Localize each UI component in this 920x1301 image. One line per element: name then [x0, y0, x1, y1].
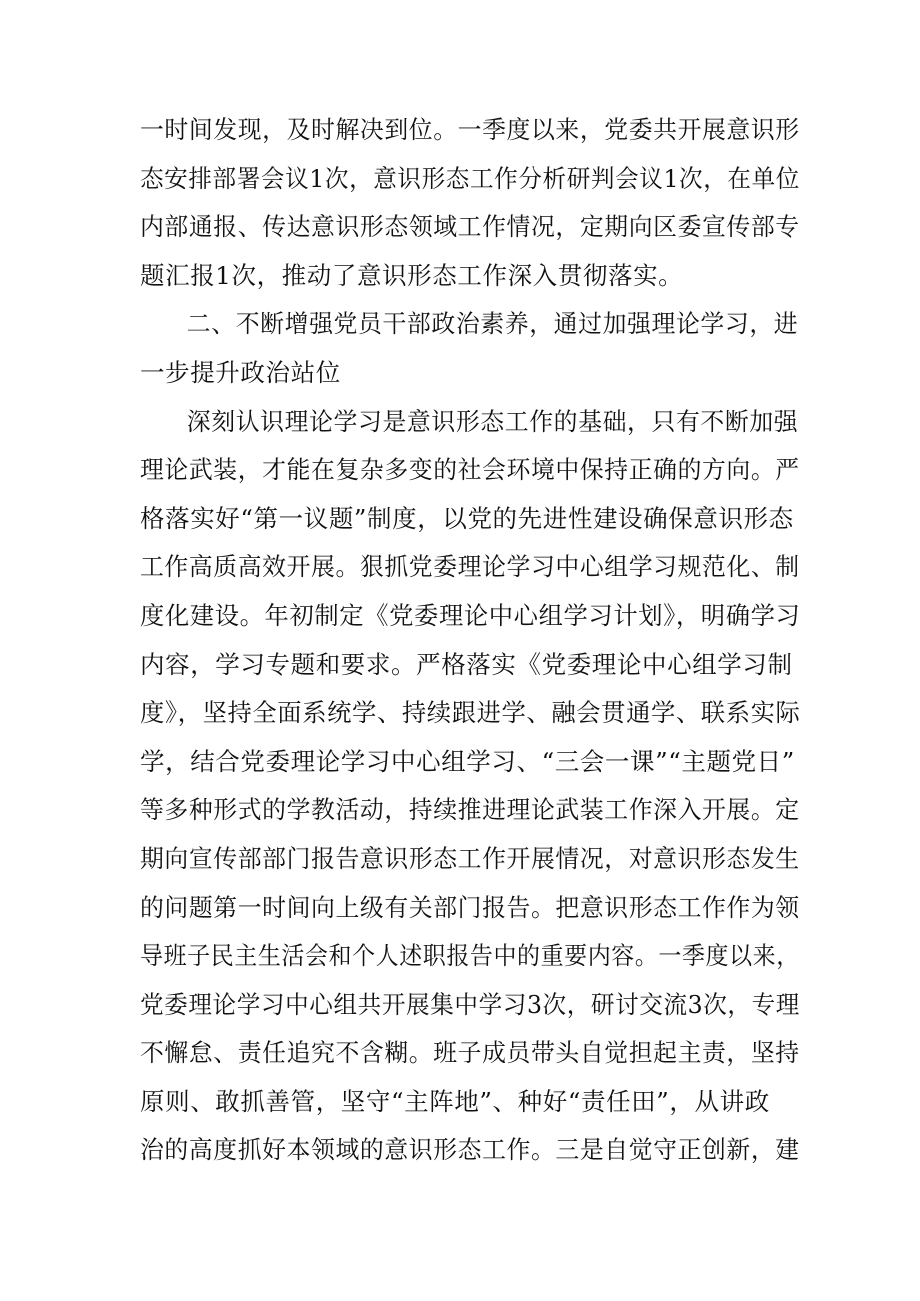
text-line: 度化建设。年初制定《党委理论中心组学习计划》，明确学习 [140, 600, 801, 630]
text-line: 内部通报、传达意识形态领域工作情况，定期向区委宣传部专 [140, 212, 800, 242]
text-line: 度》，坚持全面系统学、持续跟进学、融会贯通学、联系实际 [140, 698, 801, 728]
text-line: 态安排部署会议1次，意识形态工作分析研判会议1次，在单位 [140, 163, 800, 193]
text-line: 治的高度抓好本领域的意识形态工作。三是自觉守正创新，建 [140, 1135, 800, 1165]
section-heading-line: 一步提升政治站位 [140, 357, 341, 387]
text-line: 深刻认识理论学习是意识形态工作的基础，只有不断加强 [186, 406, 799, 436]
text-line: 原则、敢抓善管，坚守“主阵地”、种好“责任田”，从讲政 [140, 1086, 770, 1116]
text-line: 导班子民主生活会和个人述职报告中的重要内容。一季度以来， [140, 941, 800, 971]
text-line: 工作高质高效开展。狠抓党委理论学习中心组学习规范化、制 [140, 552, 800, 582]
text-line: 不懈怠、责任追究不含糊。班子成员带头自觉担起主责，坚持 [140, 1038, 800, 1068]
text-line: 期向宣传部部门报告意识形态工作开展情况，对意识形态发生 [140, 843, 800, 873]
text-line: 题汇报1次，推动了意识形态工作深入贯彻落实。 [140, 260, 684, 290]
text-line: 内容，学习专题和要求。严格落实《党委理论中心组学习制 [140, 649, 793, 679]
text-line: 理论武装，才能在复杂多变的社会环境中保持正确的方向。严 [140, 455, 800, 485]
text-line: 党委理论学习中心组共开展集中学习3次，研讨交流3次，专理 [140, 989, 800, 1019]
section-heading-line: 二、不断增强党员干部政治素养，通过加强理论学习，进 [186, 309, 799, 339]
text-line: 一时间发现，及时解决到位。一季度以来，党委共开展意识形 [140, 115, 800, 144]
text-line: 的问题第一时间向上级有关部门报告。把意识形态工作作为领 [140, 892, 800, 922]
text-line: 等多种形式的学教活动，持续推进理论武装工作深入开展。定 [140, 795, 800, 825]
text-line: 格落实好“第一议题”制度，以党的先进性建设确保意识形态 [140, 503, 794, 533]
text-line: 学，结合党委理论学习中心组学习、“三会一课”“主题党日” [140, 746, 795, 776]
body-text [140, 106, 800, 1175]
